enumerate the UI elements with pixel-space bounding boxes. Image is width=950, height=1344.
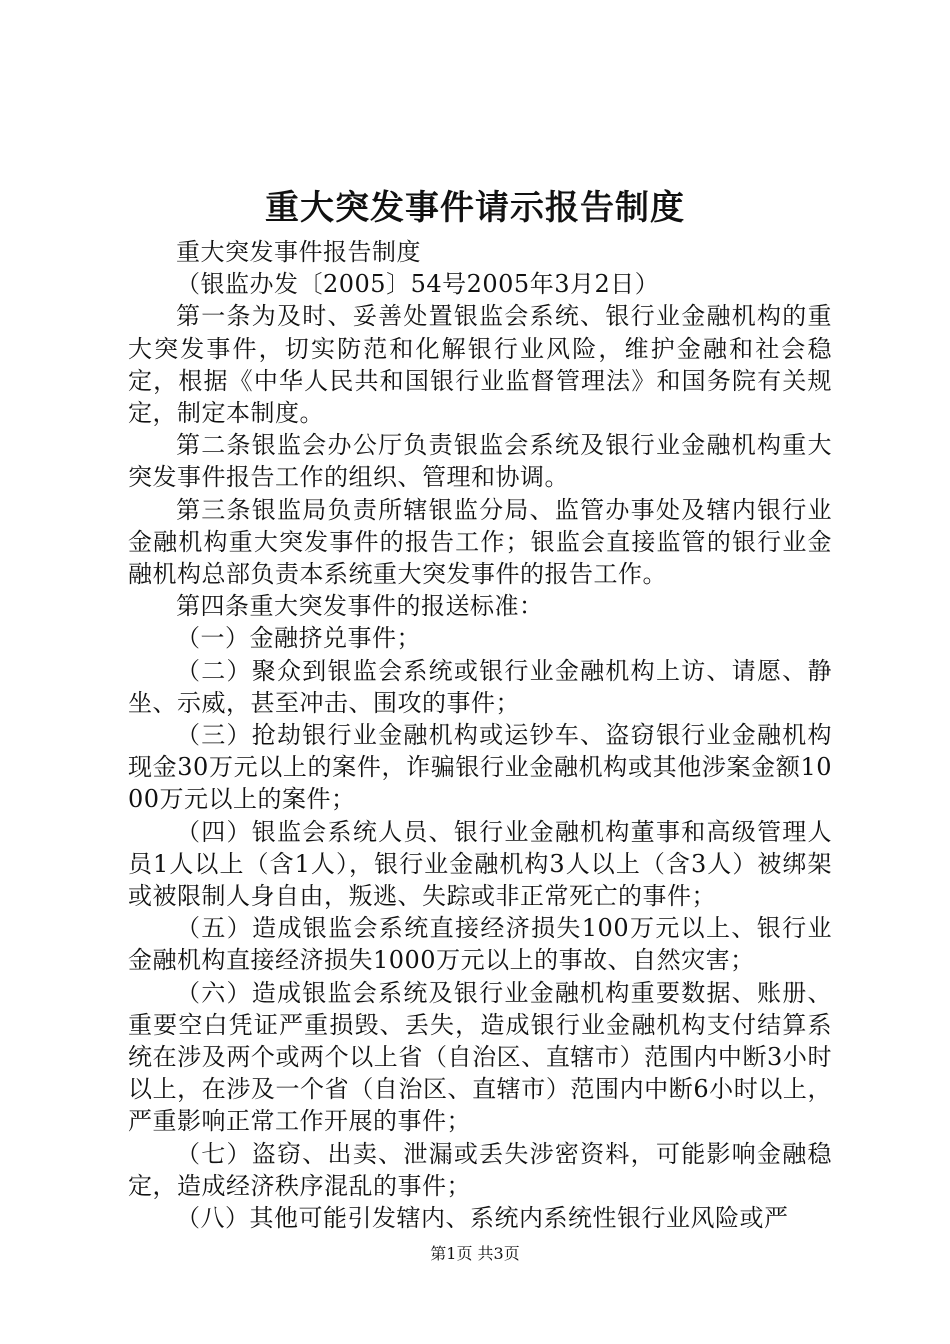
paragraph-item-7: （七）盗窃、出卖、泄漏或丢失涉密资料，可能影响金融稳定，造成经济秩序混乱的事件；	[128, 1139, 832, 1200]
paragraph-item-3: （三）抢劫银行业金融机构或运钞车、盗窃银行业金融机构现金30万元以上的案件，诈骗银行业金融机构或其他涉案金额1000万元以上的案件；	[128, 721, 832, 814]
paragraph-item-4: （四）银监会系统人员、银行业金融机构董事和高级管理人员1人以上（含1人），银行业金融机构3人以上（含3人）被绑架或被限制人身自由，叛逃、失踪或非正常死亡的事件；	[128, 817, 832, 911]
paragraph-reference: （银监办发〔2005〕54号2005年3月2日）	[176, 270, 660, 299]
page-footer: 第1页 共3页	[430, 1244, 520, 1263]
document-title: 重大突发事件请示报告制度	[265, 188, 685, 228]
paragraph-item-2: （二）聚众到银监会系统或银行业金融机构上访、请愿、静坐、示威，甚至冲击、围攻的事件；	[128, 656, 832, 717]
paragraph-item-6: （六）造成银监会系统及银行业金融机构重要数据、账册、重要空白凭证严重损毁、丢失，造成银行业金融机构支付结算系统在涉及两个或两个以上省（自治区、直辖市）范围内中断3小时以上，在涉及一个省（自治区、直辖市）范围内中断6小时以上，严重影响正常工作开展的事件；	[128, 978, 832, 1136]
paragraph-article-1: 第一条为及时、妥善处置银监会系统、银行业金融机构的重大突发事件，切实防范和化解银行业风险，维护金融和社会稳定，根据《中华人民共和国银行业监督管理法》和国务院有关规定，制定本制度。	[128, 302, 832, 428]
paragraph-article-3: 第三条银监局负责所辖银监分局、监管办事处及辖内银行业金融机构重大突发事件的报告工作；银监会直接监管的银行业金融机构总部负责本系统重大突发事件的报告工作。	[128, 495, 832, 589]
paragraph-heading: 重大突发事件报告制度	[176, 238, 421, 266]
paragraph-article-4: 第四条重大突发事件的报送标准：	[176, 592, 544, 621]
paragraph-item-5: （五）造成银监会系统直接经济损失100万元以上、银行业金融机构直接经济损失1000万元以上的事故、自然灾害；	[128, 914, 832, 975]
document-body	[128, 236, 832, 1234]
paragraph-item-1: （一）金融挤兑事件；	[176, 624, 421, 653]
paragraph-item-8: （八）其他可能引发辖内、系统内系统性银行业风险或严	[176, 1204, 789, 1233]
paragraph-article-2: 第二条银监会办公厅负责银监会系统及银行业金融机构重大突发事件报告工作的组织、管理和协调。	[128, 431, 832, 492]
